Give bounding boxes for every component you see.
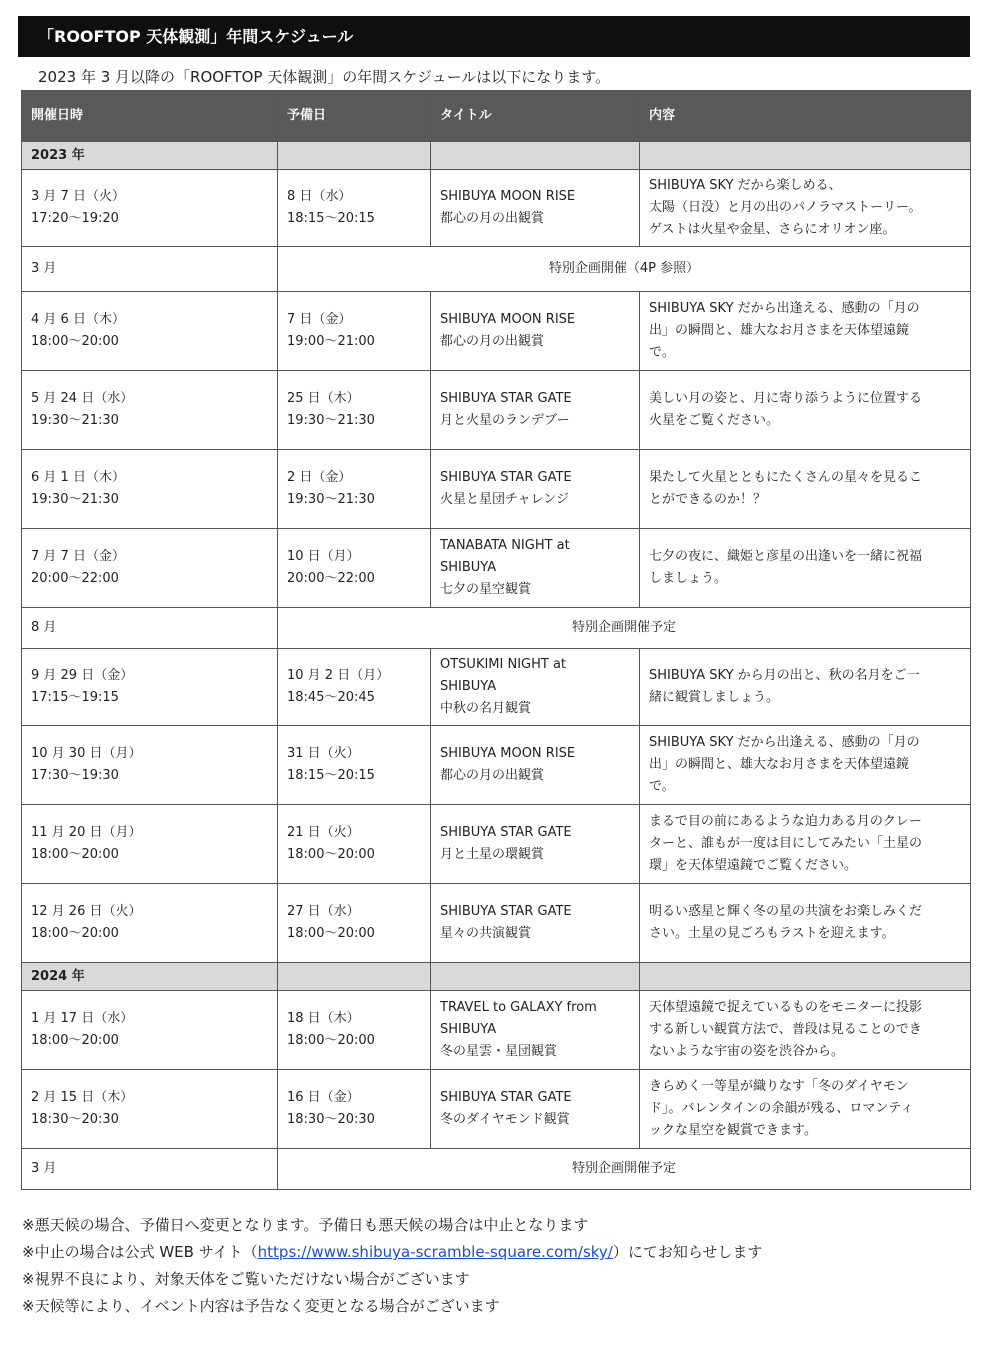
event-title-cell: SHIBUYA STAR GATE 冬のダイヤモンド観賞	[431, 1070, 640, 1149]
intro-text: 2023 年 3 月以降の「ROOFTOP 天体観測」の年間スケジュールは以下になります。	[38, 68, 611, 86]
table-row	[22, 292, 971, 371]
special-row	[22, 1149, 971, 1190]
reserve-date-cell: 18 日（木） 18:00～20:00	[278, 991, 431, 1070]
notes	[22, 1212, 762, 1320]
event-content-cell: 七夕の夜に、織姫と彦星の出逢いを一緒に祝福 しましょう。	[640, 529, 971, 608]
special-row	[22, 247, 971, 292]
reserve-date-cell: 25 日（木） 19:30～21:30	[278, 371, 431, 450]
event-date-cell: 9 月 29 日（金） 17:15～19:15	[22, 649, 278, 726]
page-title: 「ROOFTOP 天体観測」年間スケジュール	[18, 16, 970, 57]
reserve-date-cell: 21 日（火） 18:00～20:00	[278, 805, 431, 884]
event-title-cell: OTSUKIMI NIGHT at SHIBUYA 中秋の名月観賞	[431, 649, 640, 726]
event-title-cell: TRAVEL to GALAXY from SHIBUYA 冬の星雲・星団観賞	[431, 991, 640, 1070]
event-title-cell: SHIBUYA MOON RISE 都心の月の出観賞	[431, 726, 640, 805]
official-site-link[interactable]: https://www.shibuya-scramble-square.com/sky/	[257, 1243, 613, 1261]
event-content-cell: SHIBUYA SKY から月の出と、秋の名月をご一 緒に観賞しましょう。	[640, 649, 971, 726]
event-content-cell: 明るい惑星と輝く冬の星の共演をお楽しみくだ さい。土星の見ごろもラストを迎えます。	[640, 884, 971, 963]
reserve-date-cell: 16 日（金） 18:30～20:30	[278, 1070, 431, 1149]
table-row	[22, 170, 971, 247]
event-title-cell: SHIBUYA STAR GATE 月と土星の環観賞	[431, 805, 640, 884]
special-month: 3 月	[22, 1149, 278, 1190]
event-title-cell: SHIBUYA STAR GATE 星々の共演観賞	[431, 884, 640, 963]
note-3: ※視界不良により、対象天体をご覧いただけない場合がございます	[22, 1270, 470, 1288]
special-row	[22, 608, 971, 649]
event-content-cell: SHIBUYA SKY だから楽しめる、 太陽（日没）と月の出のパノラマストーリー。 ゲストは火星や金星、さらにオリオン座。	[640, 170, 971, 247]
special-text: 特別企画開催（4P 参照）	[278, 247, 971, 292]
event-content-cell: まるで目の前にあるような迫力ある月のクレー ターと、誰もが一度は目にしてみたい「土星の 環」を天体望遠鏡でご覧ください。	[640, 805, 971, 884]
reserve-date-cell: 10 月 2 日（月） 18:45～20:45	[278, 649, 431, 726]
event-title-cell: SHIBUYA STAR GATE 火星と星団チャレンジ	[431, 450, 640, 529]
year-label: 2024 年	[22, 963, 278, 991]
note-2: ※中止の場合は公式 WEB サイト（https://www.shibuya-scramble-square.com/sky/）にてお知らせします	[22, 1243, 763, 1261]
event-content-cell: SHIBUYA SKY だから出逢える、感動の「月の 出」の瞬間と、雄大なお月さまを天体望遠鏡 で。	[640, 292, 971, 371]
table-row	[22, 805, 971, 884]
year-row-2024	[22, 963, 971, 991]
table-row	[22, 726, 971, 805]
special-month: 3 月	[22, 247, 278, 292]
event-title-cell: SHIBUYA MOON RISE 都心の月の出観賞	[431, 170, 640, 247]
event-content-cell: SHIBUYA SKY だから出逢える、感動の「月の 出」の瞬間と、雄大なお月さまを天体望遠鏡 で。	[640, 726, 971, 805]
reserve-date-cell: 27 日（水） 18:00～20:00	[278, 884, 431, 963]
event-date-cell: 2 月 15 日（木） 18:30～20:30	[22, 1070, 278, 1149]
reserve-date-cell: 7 日（金） 19:00～21:00	[278, 292, 431, 371]
schedule-table	[21, 90, 971, 1190]
year-row-2023	[22, 142, 971, 170]
reserve-date-cell: 2 日（金） 19:30～21:30	[278, 450, 431, 529]
special-text: 特別企画開催予定	[278, 1149, 971, 1190]
table-row	[22, 884, 971, 963]
year-label: 2023 年	[22, 142, 278, 170]
reserve-date-cell: 31 日（火） 18:15～20:15	[278, 726, 431, 805]
event-date-cell: 5 月 24 日（水） 19:30～21:30	[22, 371, 278, 450]
table-header-row	[22, 91, 971, 142]
special-text: 特別企画開催予定	[278, 608, 971, 649]
table-row	[22, 991, 971, 1070]
note-1: ※悪天候の場合、予備日へ変更となります。予備日も悪天候の場合は中止となります	[22, 1216, 589, 1234]
table-row	[22, 649, 971, 726]
reserve-date-cell: 8 日（水） 18:15～20:15	[278, 170, 431, 247]
table-row	[22, 1070, 971, 1149]
event-content-cell: きらめく一等星が織りなす「冬のダイヤモン ド」。バレンタインの余韻が残る、ロマンティ ックな星空を観賞できます。	[640, 1070, 971, 1149]
event-content-cell: 美しい月の姿と、月に寄り添うように位置する 火星をご覧ください。	[640, 371, 971, 450]
reserve-date-cell: 10 日（月） 20:00～22:00	[278, 529, 431, 608]
special-month: 8 月	[22, 608, 278, 649]
event-title-cell: TANABATA NIGHT at SHIBUYA 七夕の星空観賞	[431, 529, 640, 608]
header-date: 開催日時	[22, 91, 278, 142]
event-content-cell: 果たして火星とともにたくさんの星々を見るこ とができるのか！？	[640, 450, 971, 529]
table-row	[22, 450, 971, 529]
event-date-cell: 3 月 7 日（火） 17:20～19:20	[22, 170, 278, 247]
event-date-cell: 1 月 17 日（水） 18:00～20:00	[22, 991, 278, 1070]
table-row	[22, 529, 971, 608]
event-date-cell: 10 月 30 日（月） 17:30～19:30	[22, 726, 278, 805]
event-date-cell: 6 月 1 日（木） 19:30～21:30	[22, 450, 278, 529]
event-content-cell: 天体望遠鏡で捉えているものをモニターに投影 する新しい観賞方法で、普段は見ることのでき ないような宇宙の姿を渋谷から。	[640, 991, 971, 1070]
header-title: タイトル	[431, 91, 640, 142]
event-date-cell: 12 月 26 日（火） 18:00～20:00	[22, 884, 278, 963]
event-title-cell: SHIBUYA STAR GATE 月と火星のランデブー	[431, 371, 640, 450]
note-4: ※天候等により、イベント内容は予告なく変更となる場合がございます	[22, 1297, 500, 1315]
event-date-cell: 11 月 20 日（月） 18:00～20:00	[22, 805, 278, 884]
event-date-cell: 7 月 7 日（金） 20:00～22:00	[22, 529, 278, 608]
event-title-cell: SHIBUYA MOON RISE 都心の月の出観賞	[431, 292, 640, 371]
header-reserve-date: 予備日	[278, 91, 431, 142]
table-row	[22, 371, 971, 450]
header-content: 内容	[640, 91, 971, 142]
event-date-cell: 4 月 6 日（木） 18:00～20:00	[22, 292, 278, 371]
